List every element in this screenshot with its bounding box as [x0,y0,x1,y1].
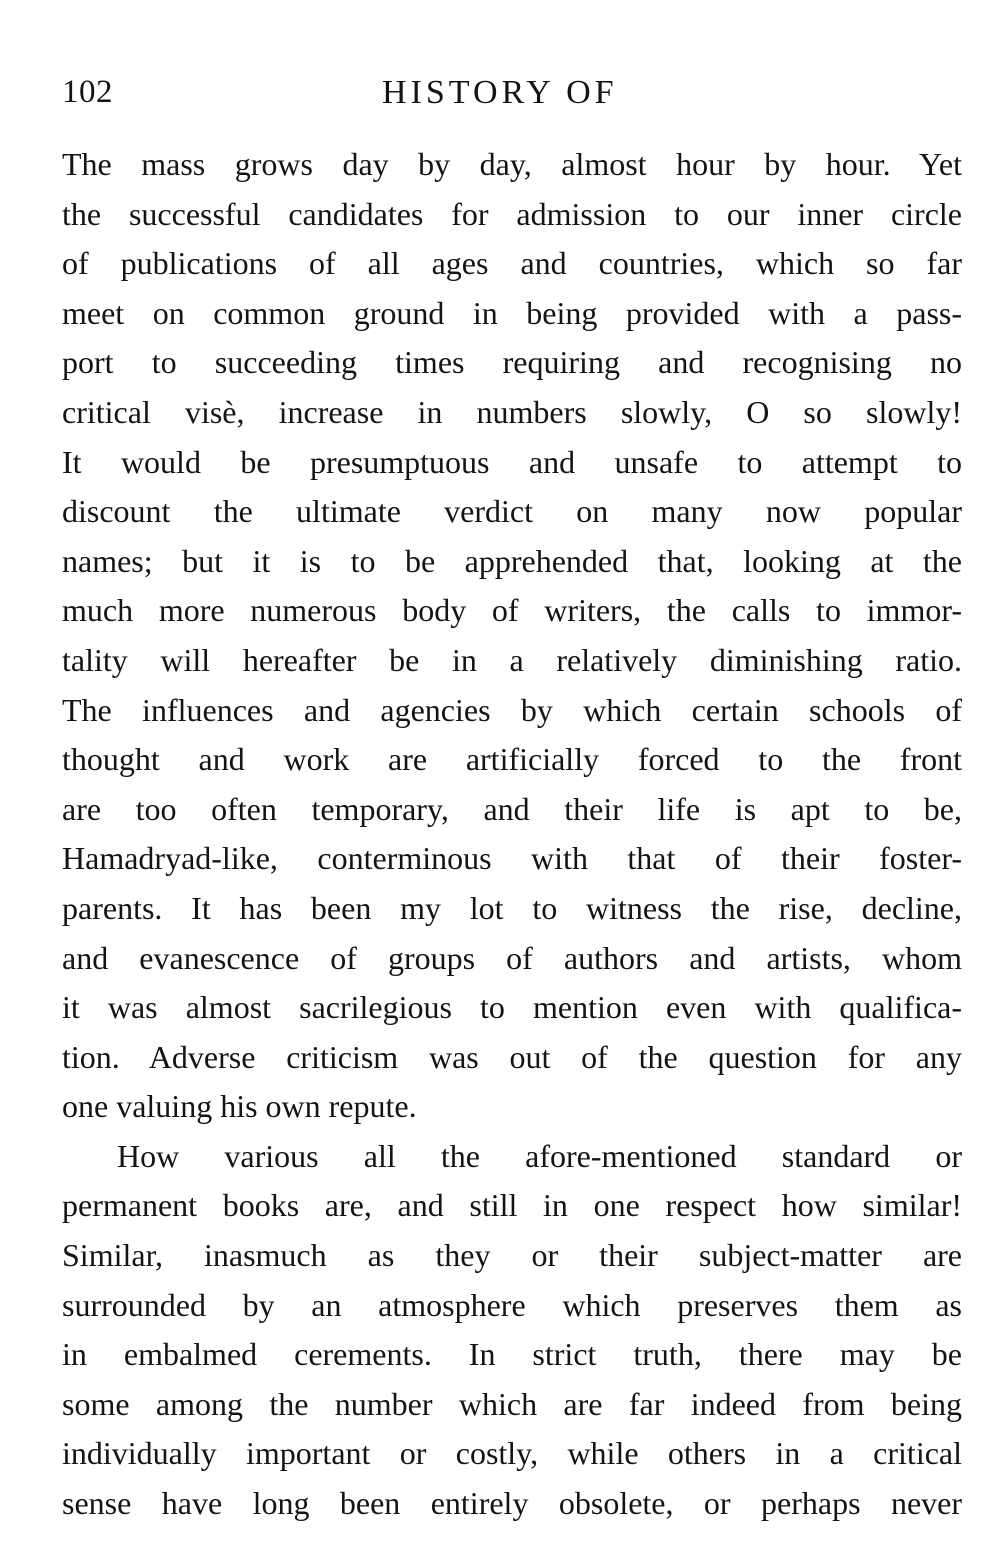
text-line: it was almost sacrilegious to mention even with qualifica- [62,989,962,1026]
text-line: much more numerous body of writers, the calls to immor- [62,592,962,629]
page-header [62,74,962,118]
running-head: HISTORY OF [382,74,618,111]
body-text [62,140,962,1529]
text-line: The mass grows day by day, almost hour by hour. Yet [62,146,962,182]
text-line: in embalmed cerements. In strict truth, there may be [62,1336,962,1373]
text-line: Similar, inasmuch as they or their subject-matter are [62,1237,962,1274]
text-line: parents. It has been my lot to witness the rise, decline, [62,889,962,926]
text-line: tality will hereafter be in a relatively diminishing ratio. [62,641,962,678]
text-line: individually important or costly, while others in a critical [62,1435,962,1472]
text-line: names; but it is to be apprehended that, looking at the [62,542,962,579]
text-line: The influences and agencies by which certain schools of [62,691,962,728]
text-line: of publications of all ages and countries, which so far [62,245,962,282]
text-line: port to succeeding times requiring and recognising no [62,344,962,381]
text-line: tion. Adverse criticism was out of the question for any [62,1038,962,1075]
text-line: some among the number which are far indeed from being [62,1385,962,1422]
text-line: surrounded by an atmosphere which preserves them as [62,1286,962,1323]
text-line: the successful candidates for admission to our inner circle [62,195,962,232]
page-number: 102 [62,74,113,110]
text-line: critical visè, increase in numbers slowly, O so slowly! [62,393,962,430]
text-line: sense have long been entirely obsolete, or perhaps never [62,1485,962,1522]
text-line: and evanescence of groups of authors and artists, whom [62,939,962,976]
text-line: meet on common ground in being provided with a pass- [62,294,962,331]
paragraph-end-line: one valuing his own repute. [62,1088,417,1125]
text-line: permanent books are, and still in one respect how similar! [62,1187,962,1224]
text-line: Hamadryad-like, conterminous with that of their foster- [62,840,962,877]
text-line: It would be presumptuous and unsafe to attempt to [62,443,962,480]
text-line: discount the ultimate verdict on many now popular [62,493,962,530]
paragraph-start-line: How various all the afore-mentioned standard or [117,1137,962,1174]
text-line: thought and work are artificially forced to the front [62,741,962,778]
text-line: are too often temporary, and their life is apt to be, [62,790,962,827]
